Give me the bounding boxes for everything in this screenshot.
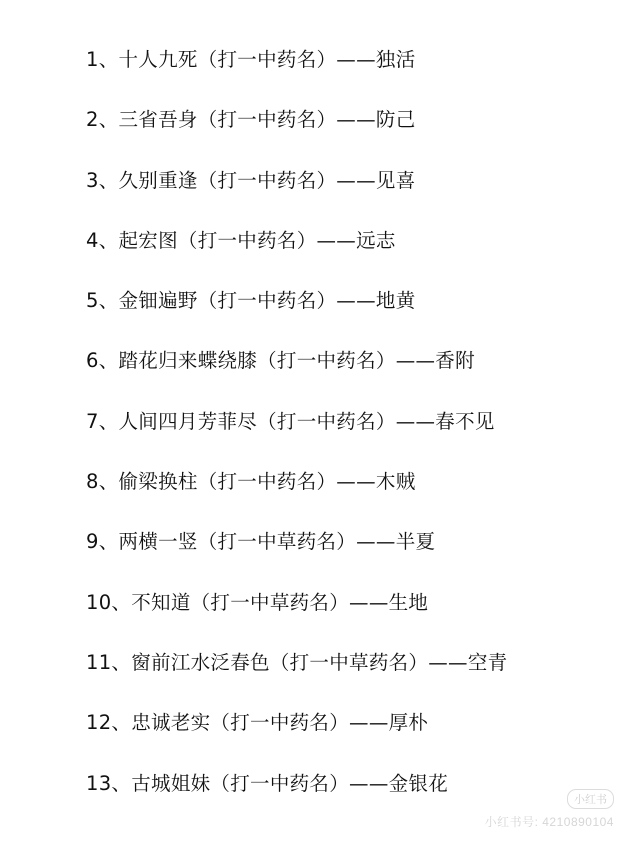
riddle-item-10: 10、不知道（打一中草药名）——生地 (86, 590, 429, 614)
riddle-item-5: 5、金钿遍野（打一中药名）——地黄 (86, 289, 416, 313)
watermark-id: 小红书号: 4210890104 (484, 815, 614, 829)
riddle-item-13: 13、古城姐妹（打一中药名）——金银花 (86, 771, 449, 795)
riddle-item-1: 1、十人九死（打一中药名）——独活 (86, 48, 416, 71)
riddle-item-4: 4、起宏图（打一中药名）——远志 (86, 228, 396, 252)
riddle-item-11: 11、窗前江水泛春色（打一中草药名）——空青 (86, 650, 508, 674)
watermark-logo: 小红书 (567, 789, 614, 809)
riddle-list (86, 40, 507, 824)
riddle-item-7: 7、人间四月芳菲尽（打一中药名）——春不见 (86, 409, 495, 433)
riddle-item-9: 9、两横一竖（打一中草药名）——半夏 (86, 530, 436, 554)
riddle-item-3: 3、久别重逢（打一中药名）——见喜 (86, 168, 416, 192)
riddle-item-2: 2、三省吾身（打一中药名）——防己 (86, 108, 416, 132)
riddle-item-12: 12、忠诚老实（打一中药名）——厚朴 (86, 711, 429, 735)
riddle-item-8: 8、偷梁换柱（打一中药名）——木贼 (86, 470, 416, 494)
watermark (485, 789, 614, 830)
riddle-item-6: 6、踏花归来蝶绕膝（打一中药名）——香附 (86, 349, 475, 373)
